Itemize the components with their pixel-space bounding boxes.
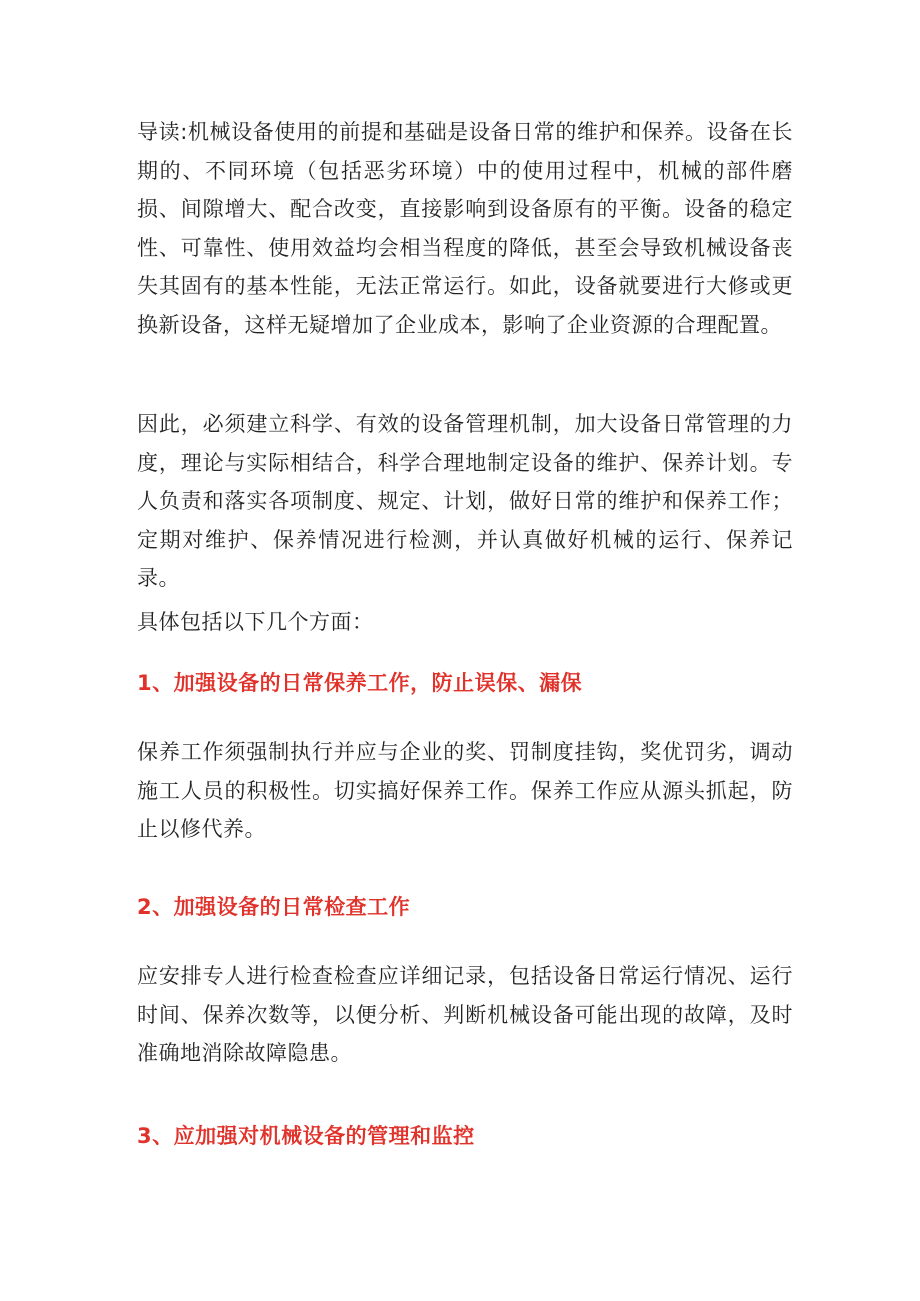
section-heading-3: 3、应加强对机械设备的管理和监控 (137, 1124, 475, 1148)
intro-paragraph: 导读:机械设备使用的前提和基础是设备日常的维护和保养。设备在长期的、不同环境（包括恶劣环境）中的使用过程中，机械的部件磨损、间隙增大、配合改变，直接影响到设备原有的平衡。设备的稳定性、可靠性、使用效益均会相当程度的降低，甚至会导致机械设备丧失其固有的基本性能，无法正常运行。如此，设备就要进行大修或更换新设备，这样无疑增加了企业成本，影响了企业资源的合理配置。 (137, 120, 793, 337)
section-heading-1: 1、加强设备的日常保养工作，防止误保、漏保 (137, 671, 583, 695)
section-heading-2: 2、加强设备的日常检查工作 (137, 895, 411, 919)
section-body-1: 保养工作须强制执行并应与企业的奖、罚制度挂钩，奖优罚劣，调动施工人员的积极性。切实搞好保养工作。保养工作应从源头抓起，防止以修代养。 (137, 740, 793, 841)
summary-paragraph: 具体包括以下几个方面： (137, 610, 374, 634)
section-body-2: 应安排专人进行检查检查应详细记录，包括设备日常运行情况、运行时间、保养次数等，以便分析、判断机械设备可能出现的故障，及时准确地消除故障隐患。 (137, 964, 793, 1065)
measures-paragraph: 因此，必须建立科学、有效的设备管理机制，加大设备日常管理的力度，理论与实际相结合，科学合理地制定设备的维护、保养计划。专人负责和落实各项制度、规定、计划，做好日常的维护和保养工作；定期对维护、保养情况进行检测，并认真做好机械的运行、保养记录。 (137, 412, 793, 590)
